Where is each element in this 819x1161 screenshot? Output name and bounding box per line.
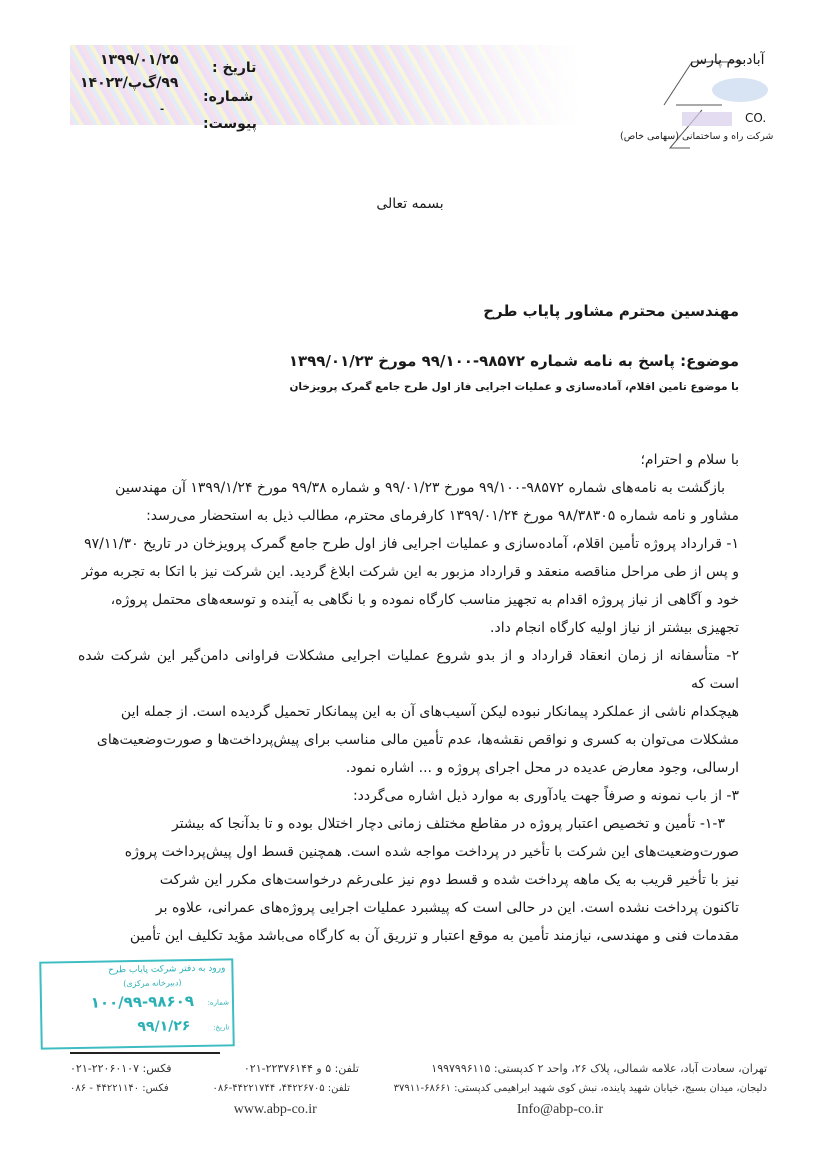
date-label: تاریخ :	[212, 60, 257, 76]
footer	[70, 1062, 767, 1148]
body-line: ۱-۳- تأمین و تخصیص اعتبار پروژه در مقاطع مختلف زمانی دچار اختلال بوده و تا بدآنجا که بیشتر	[171, 816, 725, 832]
stamp-date-value: ۹۹/۱/۲۶	[137, 1018, 191, 1035]
dehgolan-address: دلیجان، میدان بسیج، خیابان شهید پاینده، نبش کوی شهید ابراهیمی کدپستی: ۶۸۶۶۱-۳۷۹۱۱	[393, 1083, 767, 1094]
body-line: خود و آگاهی از نیاز پروژه اقدام به تجهیز مناسب کارگاه نموده و با نگاهی به آینده و توسعه‌های محتمل پروژه،	[110, 592, 739, 608]
body-line: تجهیزی بیشتر از نیاز اولیه کارگاه انجام داد.	[490, 620, 739, 636]
greeting: با سلام و احترام؛	[640, 452, 739, 468]
body-line: ۲- متأسفانه از زمان انعقاد قرارداد و از بدو شروع عملیات اجرایی مشکلات فراوانی دامن‌گیر این شرکت شده است که	[78, 648, 739, 692]
dehgolan-office-row	[70, 1083, 767, 1094]
dehgolan-fax: فکس: ۴۴۲۲۱۱۴۰ - ۰۸۶	[70, 1083, 169, 1094]
body-line: هیچکدام ناشی از عملکرد پیمانکار نبوده لیکن آسیب‌های آن به این پیمانکار تحمیل گردیده است. از جمله این	[120, 704, 739, 720]
tehran-office-row	[70, 1062, 767, 1075]
body-line: ارسالی، وجود معارض عدیده در محل اجرای پروژه و ... اشاره نمود.	[345, 760, 739, 776]
stamp-subtitle: (دبیرخانه مرکزی)	[123, 978, 182, 989]
number-value: ۹۹/گ‌پ/۱۴۰۲۳	[80, 75, 179, 91]
company-co: CO.	[745, 111, 767, 125]
website-link[interactable]: www.abp-co.ir	[233, 1102, 317, 1117]
web-row	[70, 1102, 767, 1148]
body-line: نیز با تأخیر قریب به یک ماهه پرداخت شده و قسط دوم نیز علی‌رغم درخواست‌های مکرر این شرکت	[159, 872, 739, 888]
subject: موضوع: پاسخ به نامه شماره ۹۸۵۷۲-۹۹/۱۰۰ مورخ ۱۳۹۹/۰۱/۲۳	[288, 352, 739, 370]
tehran-address: تهران، سعادت آباد، علامه شمالی، پلاک ۲۶، واحد ۲ کدپستی: ۱۹۹۷۹۹۶۱۱۵	[431, 1062, 767, 1075]
invocation: بسمه تعالی	[376, 196, 444, 212]
body-line: و پس از طی مراحل مناقصه منعقد و قرارداد مزبور به این شرکت ابلاغ گردید. این شرکت نیز با اتکا به تجربه موثر	[81, 564, 739, 580]
body-line: ۱- قرارداد پروژه تأمین اقلام، آماده‌سازی و عملیات اجرایی فاز اول طرح جامع گمرک پرویزخان در تاریخ ۹۷/۱۱/۳۰	[84, 536, 739, 552]
receipt-stamp	[39, 958, 235, 1049]
body-line: ۳- از باب نمونه و صرفاً جهت یادآوری به موارد ذیل اشاره می‌گردد:	[352, 788, 739, 804]
body-line: مقدمات فنی و مهندسی، نیازمند تأمین به موقع اعتبار و تزریق آن به کارگاه می‌باشد مؤید تکلیف این تأمین	[129, 928, 739, 944]
dehgolan-phone: تلفن: ۴۴۲۲۶۷۰۵، ۴۴۲۲۱۷۴۴-۰۸۶	[212, 1083, 350, 1094]
body-line: تاکنون پرداخت نشده است. این در حالی است که پیشبرد عملیات اجرایی پروژه‌های عمرانی، علاوه بر	[155, 900, 739, 916]
email-link[interactable]: Info@abp-co.ir	[516, 1102, 604, 1117]
footer-divider	[70, 1052, 220, 1054]
body-line: مشاور و نامه شماره ۹۸/۳۸۳۰۵ مورخ ۱۳۹۹/۰۱/۲۴ کارفرمای محترم، مطالب ذیل به استحضار می‌رسد:	[146, 508, 739, 524]
date-value: ۱۳۹۹/۰۱/۲۵	[100, 52, 179, 68]
number-label: شماره:	[203, 89, 254, 105]
attachment-value: -	[160, 104, 165, 115]
company-name: آبادبوم پارس	[690, 52, 765, 68]
recipient: مهندسین محترم مشاور پایاب طرح	[483, 302, 739, 320]
stamp-date-label: تاریخ:	[213, 1023, 230, 1032]
stamp-title: ورود به دفتر شرکت پایاب طرح	[108, 963, 226, 976]
tehran-fax: فکس: ۲۲۰۶۰۱۰۷-۰۲۱	[70, 1062, 172, 1075]
tehran-phone: تلفن: ۵ و ۲۲۳۷۶۱۴۴-۰۲۱	[243, 1062, 359, 1075]
attachment-label: پیوست:	[203, 116, 257, 132]
company-subtitle: شرکت راه و ساختمانی (سهامی خاص)	[620, 131, 774, 142]
body-line: بازگشت به نامه‌های شماره ۹۸۵۷۲-۹۹/۱۰۰ مورخ ۹۹/۰۱/۲۳ و شماره ۹۹/۳۸ مورخ ۱۳۹۹/۱/۲۴ آن مهندسین	[115, 480, 725, 496]
body-line: صورت‌وضعیت‌های این شرکت با تأخیر در پرداخت مواجه شده است. همچنین قسط اول پیش‌پرداخت پروژه	[124, 844, 739, 860]
stamp-number-value: ۱۰۰/۹۹-۹۸۶۰۹	[90, 992, 195, 1012]
subject-detail: با موضوع تامین اقلام، آماده‌سازی و عملیات اجرایی فاز اول طرح جامع گمرک پرویزخان	[289, 381, 739, 393]
stamp-number-label: شماره:	[207, 998, 230, 1007]
body-line: مشکلات می‌توان به کسری و نواقص نقشه‌ها، عدم تأمین مالی مناسب برای پیش‌پرداخت‌ها و صورت‌وضعیت‌های	[96, 732, 739, 748]
